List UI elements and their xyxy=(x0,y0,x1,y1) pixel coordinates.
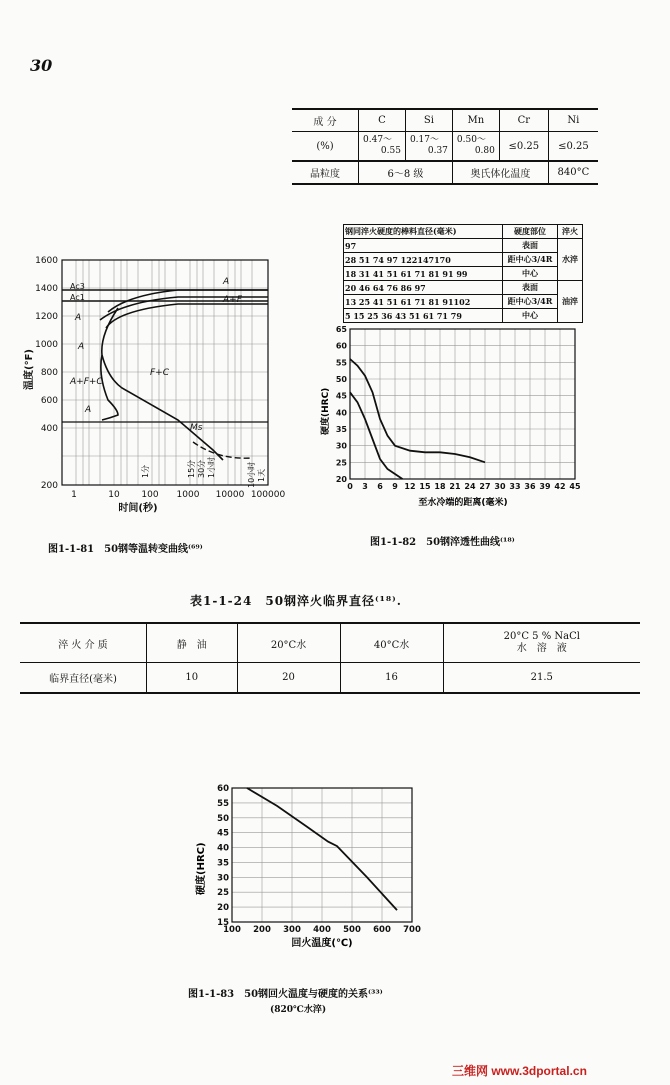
y-tick-label: 55 xyxy=(335,358,347,368)
y-tick-label: 50 xyxy=(335,375,347,384)
y-tick-label: 40 xyxy=(335,408,347,418)
ttt-xtick: 10000 xyxy=(215,490,245,500)
x-tick-label: 9 xyxy=(392,482,398,491)
h-ylabel: 硬度(HRC) xyxy=(321,387,331,435)
x-tick-label: 36 xyxy=(524,482,536,491)
curve-fc xyxy=(102,308,223,460)
c-value: 0.47～ 0.55 xyxy=(359,132,406,162)
x-tick-label: 400 xyxy=(313,925,331,935)
label-a: A xyxy=(223,277,230,287)
y-tick-label: 35 xyxy=(217,858,229,869)
ttt-ytick: 1000 xyxy=(35,340,58,350)
mn-value: 0.50～ 0.80 xyxy=(452,132,499,162)
composition-row-label: (%) xyxy=(292,132,359,162)
x-tick-label: 100 xyxy=(223,925,241,935)
y-tick-label: 45 xyxy=(335,391,347,401)
h-row-q: 油淬 xyxy=(558,281,583,323)
x-tick-label: 12 xyxy=(404,482,416,491)
h-row-vals: 28 51 74 97 122147170 xyxy=(344,253,503,267)
y-tick-label: 20 xyxy=(217,903,229,914)
ni-value: ≤0.25 xyxy=(548,132,598,162)
hh-col3: 淬火 xyxy=(558,225,583,239)
x-tick-label: 3 xyxy=(362,482,368,491)
h-row-q: 水淬 xyxy=(558,239,583,281)
crit-value: 21.5 xyxy=(443,663,640,694)
tempering-chart xyxy=(192,780,422,955)
hh-col1: 钢同淬火硬度的棒料直径(毫米) xyxy=(344,225,503,239)
y-tick-label: 50 xyxy=(217,813,229,824)
crit-value: 20 xyxy=(237,663,340,694)
grain-label: 晶粒度 xyxy=(292,161,359,184)
x-tick-label: 39 xyxy=(539,482,551,491)
h-row-pos: 中心 xyxy=(503,309,558,323)
fig83-subcaption: (820℃水淬) xyxy=(270,1005,327,1015)
y-tick-label: 55 xyxy=(217,798,229,809)
marker-15min: 15分 xyxy=(187,459,196,478)
grain-value: 6～8 级 xyxy=(359,161,453,184)
h-row-pos: 距中心3/4R xyxy=(503,253,558,267)
x-tick-label: 0 xyxy=(347,482,353,491)
h-row-pos: 表面 xyxy=(503,281,558,295)
marker-1h: 1小时 xyxy=(207,456,216,478)
h-row-vals: 97 xyxy=(344,239,503,253)
h-row-vals: 5 15 25 36 43 51 61 71 79 xyxy=(344,309,503,323)
x-tick-label: 700 xyxy=(403,925,421,935)
critical-diameter-table xyxy=(20,622,640,694)
fig81-caption: 图1-1-81 50钢等温转变曲线⁽⁶⁹⁾ xyxy=(48,544,203,555)
marker-10h: 10小时 xyxy=(247,461,256,488)
composition-header: 成 分 xyxy=(292,109,359,132)
x-tick-label: 33 xyxy=(509,482,521,491)
ttt-ytick: 1200 xyxy=(35,312,58,322)
label-ac1: Ac1 xyxy=(70,293,85,302)
ttt-ytick: 200 xyxy=(40,481,58,491)
label-a-f-c: A+F+C xyxy=(70,377,103,387)
t-xlabel: 回火温度(℃) xyxy=(291,938,353,949)
composition-header: C xyxy=(359,109,406,132)
x-tick-label: 42 xyxy=(554,482,566,491)
label-ms: Ms xyxy=(190,423,203,433)
hardenability-chart xyxy=(318,325,598,510)
curve-bainite xyxy=(101,355,118,420)
x-tick-label: 45 xyxy=(569,482,581,491)
composition-header: Si xyxy=(405,109,452,132)
x-tick-label: 600 xyxy=(373,925,391,935)
x-tick-label: 18 xyxy=(434,482,446,491)
x-tick-label: 500 xyxy=(343,925,361,935)
x-tick-label: 21 xyxy=(449,482,461,491)
ttt-xtick: 10 xyxy=(108,490,120,500)
composition-header: Mn xyxy=(452,109,499,132)
x-tick-label: 27 xyxy=(479,482,491,491)
ttt-xtick: 1 xyxy=(71,490,77,500)
ttt-xtick: 100000 xyxy=(250,490,286,500)
x-tick-label: 15 xyxy=(419,482,431,491)
x-tick-label: 30 xyxy=(494,482,506,491)
label-a2: A xyxy=(75,313,82,323)
composition-header: Ni xyxy=(548,109,598,132)
ttt-ytick: 1400 xyxy=(35,284,58,294)
y-tick-label: 20 xyxy=(335,475,347,484)
x-tick-label: 200 xyxy=(253,925,271,935)
y-tick-label: 35 xyxy=(335,425,347,434)
hardenability-table xyxy=(343,224,583,323)
ttt-ytick: 400 xyxy=(40,424,58,434)
y-tick-label: 40 xyxy=(217,843,229,854)
y-tick-label: 25 xyxy=(335,458,347,468)
h-xlabel: 至水冷端的距离(毫米) xyxy=(418,498,508,508)
aust-label: 奥氏体化温度 xyxy=(452,161,548,184)
crit-header-nacl: 20°C 5 % NaCl 水 溶 液 xyxy=(443,623,640,663)
h-row-pos: 中心 xyxy=(503,267,558,281)
crit-header-medium: 淬 火 介 质 xyxy=(20,623,147,663)
composition-header: Cr xyxy=(499,109,548,132)
ttt-xtick: 1000 xyxy=(176,490,200,500)
ttt-xlabel: 时间(秒) xyxy=(118,503,158,514)
ttt-ytick: 600 xyxy=(40,396,58,406)
h-row-vals: 18 31 41 51 61 71 81 91 99 xyxy=(344,267,503,281)
composition-table xyxy=(292,108,598,185)
y-tick-label: 60 xyxy=(335,341,347,351)
y-tick-label: 15 xyxy=(217,918,229,928)
ttt-ytick: 1600 xyxy=(35,256,58,266)
aust-value: 840°C xyxy=(548,161,598,184)
x-tick-label: 24 xyxy=(464,482,476,491)
fig83-caption: 图1-1-83 50钢回火温度与硬度的关系⁽³³⁾ xyxy=(188,989,383,1000)
page-number: 30 xyxy=(30,56,53,75)
marker-1min: 1分 xyxy=(141,464,150,478)
y-tick-label: 30 xyxy=(217,873,229,884)
y-tick-label: 25 xyxy=(217,888,229,899)
hardenability-table-wrap xyxy=(343,224,583,323)
y-tick-label: 45 xyxy=(217,828,229,839)
crit-value: 10 xyxy=(147,663,238,694)
crit-header-water40: 40°C水 xyxy=(340,623,443,663)
h-row-vals: 20 46 64 76 86 97 xyxy=(344,281,503,295)
t-ylabel: 硬度(HRC) xyxy=(196,842,207,895)
table24-title: 表1-1-24 50钢淬火临界直径⁽¹⁸⁾. xyxy=(190,594,402,608)
cr-value: ≤0.25 xyxy=(499,132,548,162)
y-tick-label: 30 xyxy=(335,441,347,451)
ttt-diagram xyxy=(18,250,293,525)
label-a4: A xyxy=(85,405,92,415)
label-a-f: A+F xyxy=(223,295,242,305)
label-a3: A xyxy=(78,342,85,352)
x-tick-label: 6 xyxy=(377,482,383,491)
series-line-0 xyxy=(350,359,485,462)
y-tick-label: 60 xyxy=(217,784,229,794)
ttt-ylabel: 温度(°F) xyxy=(24,349,35,390)
crit-header-water20: 20°C水 xyxy=(237,623,340,663)
h-row-vals: 13 25 41 51 61 71 81 91102 xyxy=(344,295,503,309)
crit-header-oil: 静 油 xyxy=(147,623,238,663)
ttt-xtick: 100 xyxy=(141,490,159,500)
marker-30min: 30分 xyxy=(197,459,206,478)
marker-1day: 1天 xyxy=(257,468,266,482)
x-tick-label: 300 xyxy=(283,925,301,935)
y-tick-label: 65 xyxy=(335,325,347,334)
si-value: 0.17～ 0.37 xyxy=(405,132,452,162)
fig82-caption: 图1-1-82 50钢淬透性曲线⁽¹⁸⁾ xyxy=(370,537,515,548)
label-f-c: F+C xyxy=(150,368,170,378)
watermark: 三维网 www.3dportal.cn xyxy=(452,1064,587,1078)
hh-col2: 硬度部位 xyxy=(503,225,558,239)
label-ac3: Ac3 xyxy=(70,282,85,291)
ttt-ytick: 800 xyxy=(40,368,58,378)
h-row-pos: 距中心3/4R xyxy=(503,295,558,309)
crit-row-label: 临界直径(毫米) xyxy=(20,663,147,694)
h-row-pos: 表面 xyxy=(503,239,558,253)
crit-value: 16 xyxy=(340,663,443,694)
